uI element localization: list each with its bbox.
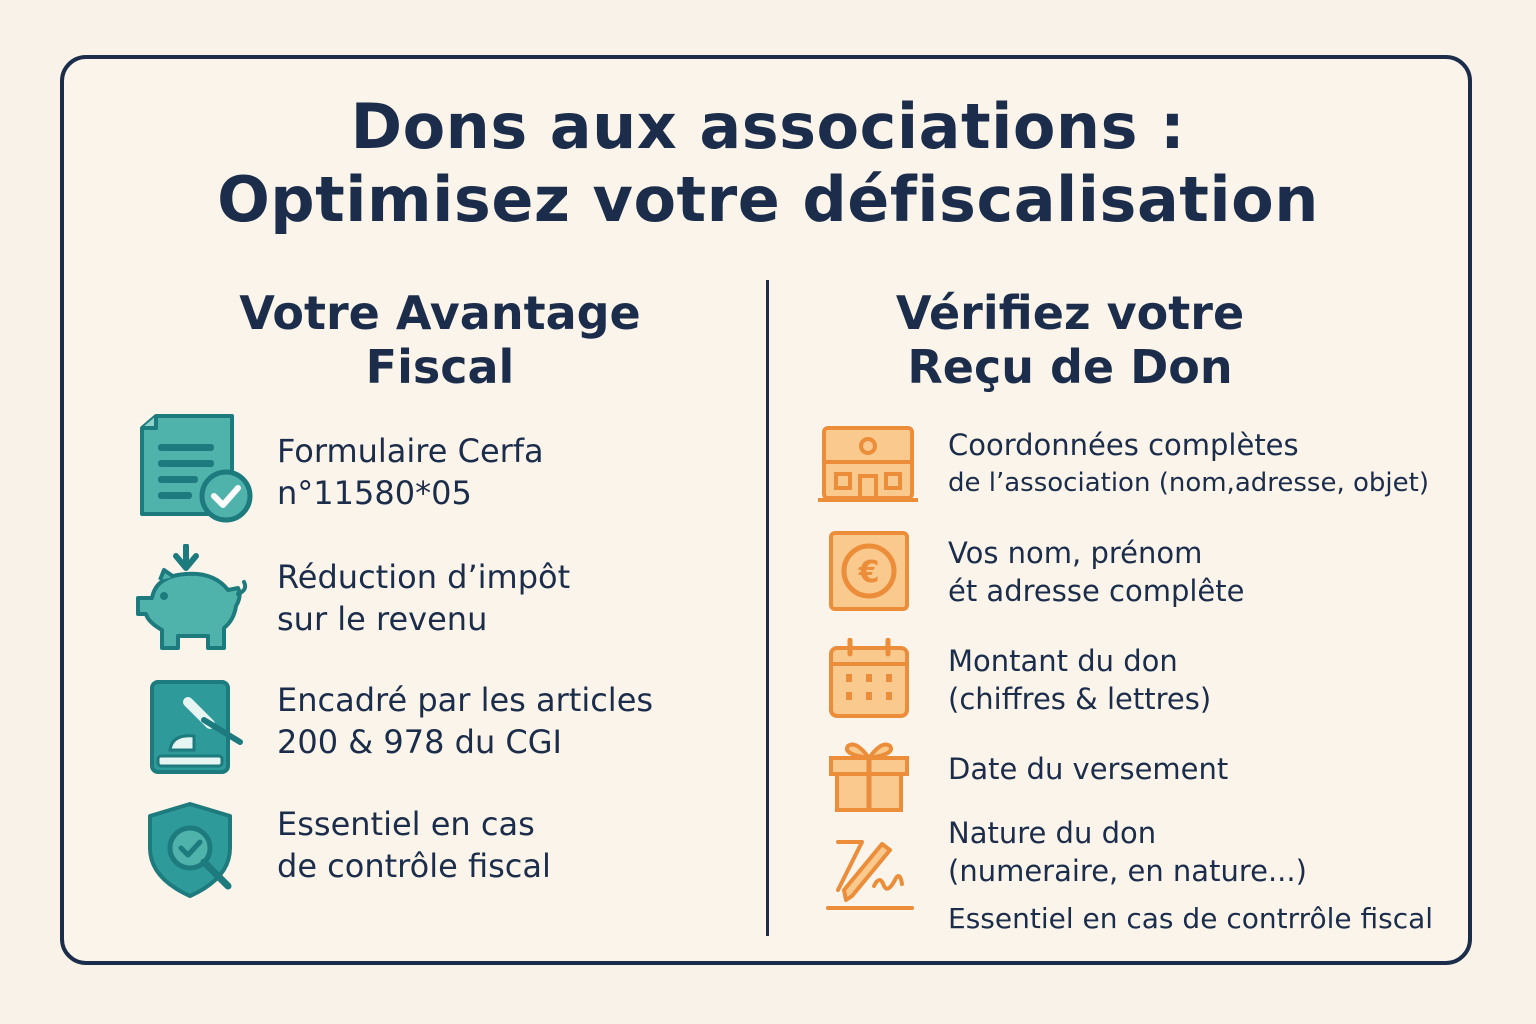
svg-text:€: € [858, 555, 880, 590]
shield-check-icon [146, 800, 242, 900]
right-item-3-line1: Montant du don [948, 644, 1178, 678]
right-footer-note: Essentiel en cas de contrrôle fiscal [948, 902, 1434, 935]
left-item-3-line2: 200 & 978 du CGI [277, 723, 562, 761]
left-item-3 [277, 679, 653, 763]
right-item-4-line1: Date du versement [948, 752, 1229, 786]
column-divider [766, 280, 769, 936]
left-item-1-line1: Formulaire Cerfa [277, 432, 544, 470]
right-item-1 [948, 426, 1429, 502]
left-item-4-line2: de contrôle fiscal [277, 847, 551, 885]
left-item-1-line2: n°11580*05 [277, 474, 472, 512]
left-item-4-line1: Essentiel en cas [277, 805, 535, 843]
right-heading-line2: Reçu de Don [907, 340, 1233, 394]
left-heading-line1: Votre Avantage [239, 286, 641, 340]
right-item-4 [948, 750, 1228, 788]
calendar-icon [828, 638, 910, 720]
right-item-2-line1: Vos nom, prénom [948, 536, 1203, 570]
right-item-5-line1: Nature du don [948, 816, 1157, 850]
right-column-heading [820, 286, 1320, 394]
right-item-3-line2: (chiffres & lettres) [948, 682, 1212, 716]
left-item-2 [277, 556, 570, 640]
right-item-5 [948, 814, 1307, 890]
document-check-icon [138, 414, 254, 524]
right-item-5-line2: (numeraire, en nature...) [948, 854, 1307, 888]
law-book-gavel-icon [148, 680, 248, 776]
left-item-2-line2: sur le revenu [277, 600, 488, 638]
euro-icon [828, 530, 910, 612]
right-item-1-line1: Coordonnées complètes [948, 428, 1299, 462]
signature-icon [826, 834, 916, 914]
right-heading-line1: Vérifiez votre [895, 286, 1245, 340]
right-item-3 [948, 642, 1211, 718]
building-icon [818, 424, 918, 504]
left-item-1 [277, 430, 544, 514]
right-item-1-line2: de l’association (nom,adresse, objet) [948, 468, 1429, 498]
page-title-line1: Dons aux associations : [350, 90, 1186, 163]
left-column-heading [190, 286, 690, 394]
right-item-2 [948, 534, 1244, 610]
left-item-3-line1: Encadré par les articles [277, 681, 654, 719]
page-title-line2: Optimisez votre défiscalisation [217, 163, 1319, 236]
piggy-bank-icon [134, 544, 250, 654]
left-item-2-line1: Réduction d’impôt [277, 558, 571, 596]
left-heading-line2: Fiscal [365, 340, 515, 394]
gift-icon [828, 740, 910, 812]
right-item-2-line2: ét adresse complête [948, 574, 1245, 608]
left-item-4 [277, 803, 551, 887]
